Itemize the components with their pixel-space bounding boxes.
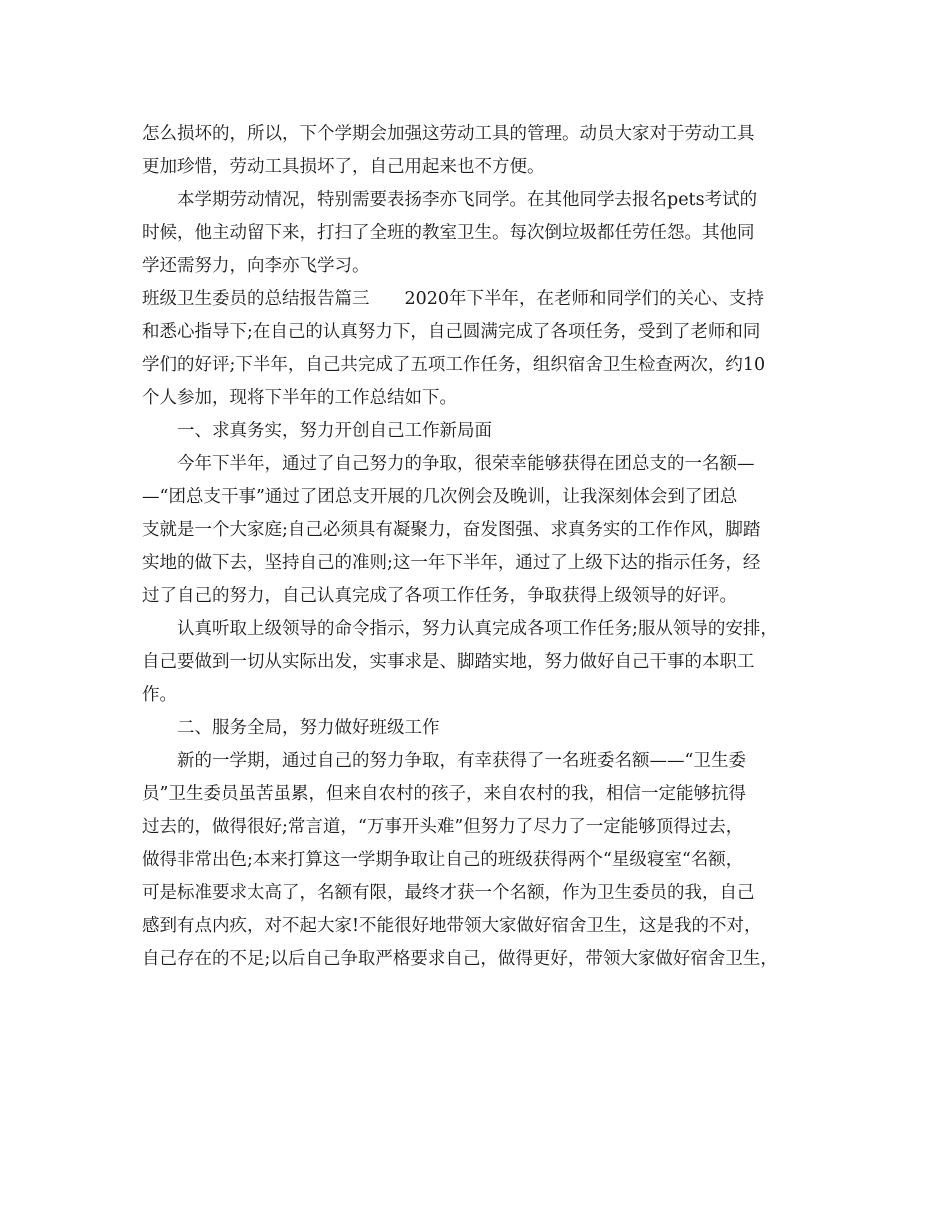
text-line: 过了自己的努力，自己认真完成了各项工作任务，争取获得上级领导的好评。: [142, 586, 737, 606]
text-line: 新的一学期，通过自己的努力争取，有幸获得了一名班委名额——“卫生委: [142, 751, 746, 771]
text-line: 过去的，做得很好;常言道，“万事开头难”但努力了尽力了一定能够顶得过去，: [142, 817, 744, 837]
text-line: 感到有点内疚，对不起大家!不能很好地带领大家做好宿舍卫生，这是我的不对，: [142, 916, 762, 936]
text-line: 更加珍惜，劳动工具损坏了，自己用起来也不方便。: [142, 157, 545, 177]
text-line: 认真听取上级领导的命令指示，努力认真完成各项工作任务;服从领导的安排，: [142, 619, 778, 639]
text-line: 做得非常出色;本来打算这一学期争取让自己的班级获得两个“星级寝室“名额，: [142, 850, 744, 870]
text-line: 作。: [142, 685, 177, 705]
section-heading-line: 班级卫生委员的总结报告篇三 2020年下半年，在老师和同学们的关心、支持: [142, 289, 765, 309]
text-line: 学还需努力，向李亦飞学习。: [142, 256, 370, 276]
text-line: 支就是一个大家庭;自己必须具有凝聚力，奋发图强、求真务实的工作作风，脚踏: [142, 520, 761, 540]
text-line: 实地的做下去，坚持自己的准则;这一年下半年，通过了上级下达的指示任务，经: [142, 553, 761, 573]
text-line: 今年下半年，通过了自己努力的争取，很荣幸能够获得在团总支的一名额—: [142, 454, 755, 474]
text-line: 本学期劳动情况，特别需要表扬李亦飞同学。在其他同学去报名pets考试的: [142, 190, 758, 210]
text-line: 时候，他主动留下来，打扫了全班的教室卫生。每次倒垃圾都任劳任怨。其他同: [142, 223, 755, 243]
subheading-line: 二、服务全局，努力做好班级工作: [142, 718, 440, 738]
subheading-line: 一、求真务实，努力开创自己工作新局面: [142, 421, 492, 441]
text-line: 自己要做到一切从实际出发，实事求是、脚踏实地，努力做好自己干事的本职工: [142, 652, 755, 672]
text-line: 学们的好评;下半年，自己共完成了五项工作任务，组织宿舍卫生检查两次，约10: [142, 355, 766, 375]
document-body: [142, 118, 810, 976]
text-line: 可是标准要求太高了，名额有限，最终才获一个名额，作为卫生委员的我，自己: [142, 883, 755, 903]
text-line: 员”卫生委员虽苦虽累，但来自农村的孩子，来自农村的我，相信一定能够抗得: [142, 784, 746, 804]
text-line: 怎么损坏的，所以，下个学期会加强这劳动工具的管理。动员大家对于劳动工具: [142, 124, 755, 144]
text-line: 个人参加，现将下半年的工作总结如下。: [142, 388, 457, 408]
text-line: 和悉心指导下;在自己的认真努力下，自己圆满完成了各项任务，受到了老师和同: [142, 322, 761, 342]
text-line: —“团总支干事”通过了团总支开展的几次例会及晚训，让我深刻体会到了团总: [142, 487, 738, 507]
text-line: 自己存在的不足;以后自己争取严格要求自己，做得更好，带领大家做好宿舍卫生，: [142, 949, 778, 969]
